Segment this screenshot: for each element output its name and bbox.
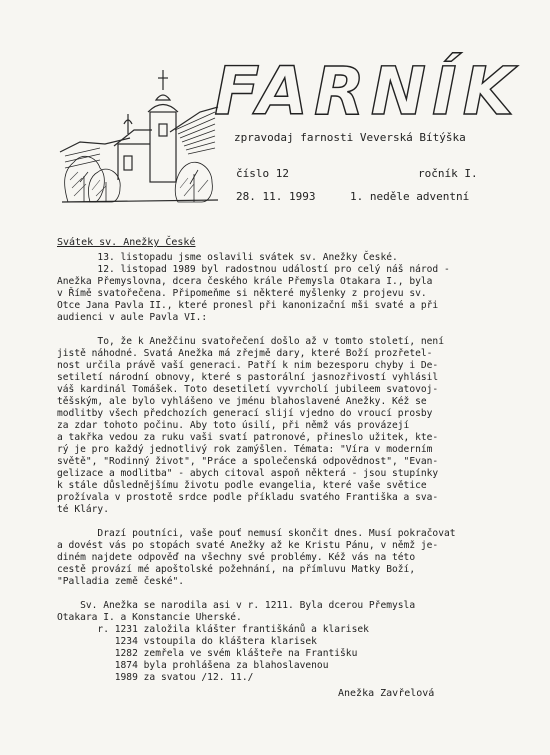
article-line: těšským, ale bylo vyhlášeno ve jménu blahoslavené Anežky. Kéž se: [57, 396, 427, 407]
article-line: 1234 vstoupila do kláštera klarisek: [57, 636, 317, 647]
article-line: gelizace a modlitba" - abych citoval aspoň některá - jsou stupínky: [57, 468, 439, 479]
article-line: audienci v aule Pavla VI.:: [57, 312, 208, 323]
masthead-subtitle: zpravodaj farnosti Veverská Bítýška: [234, 131, 466, 144]
article-line: Otce Jana Pavla II., které pronesl při kanonizační mši svaté a při: [57, 300, 439, 311]
article-line: 12. listopad 1989 byl radostnou událostí pro celý náš národ -: [57, 264, 450, 275]
issue-number: číslo 12: [236, 167, 289, 180]
issue-date: 28. 11. 1993: [236, 190, 316, 203]
article-line: rý je pro každý jednotlivý rok zamýšlen. Témata: "Víra v moderním: [57, 444, 433, 455]
svg-text:FARNÍK: FARNÍK: [214, 53, 520, 130]
church-illustration: [60, 52, 220, 214]
article-line: a takřka vedou za ruku vaši svatí patronové, přineslo užitek, kte-: [57, 432, 439, 443]
article-line: Anežka Přemyslovna, dcera českého krále Přemysla Otakara I., byla: [57, 276, 433, 287]
article-line: [57, 588, 527, 600]
author-signature: Anežka Zavřelová: [338, 688, 435, 699]
article-line: k stále důslednějšímu životu podle evangelia, které vaše světice: [57, 480, 427, 491]
liturgical-day: 1. neděle adventní: [350, 190, 470, 203]
article-line: r. 1231 založila klášter františkánů a klarisek: [57, 624, 369, 635]
article-line: v Římě svatořečena. Připomeňme si některé myšlenky z projevu sv.: [57, 288, 427, 299]
article-line: 1989 za svatou /12. 11./: [57, 672, 254, 683]
article-line: setiletí národní obnovy, které s pastorální jasnozřivostí vyhlásil: [57, 372, 439, 383]
article-line: modlitby všech předchozích generací slijí vjedno do vroucí prosby: [57, 408, 433, 419]
article-line: 1282 zemřela ve svém klášteře na Františku: [57, 648, 358, 659]
article-line: To, že k Anežčinu svatořečení došlo až v tomto století, není: [57, 336, 444, 347]
article-line: té Kláry.: [57, 504, 109, 515]
article-line: "Palladia země české".: [57, 576, 185, 587]
article-line: za zdar tohoto počinu. Aby toto úsilí, při němž vás provázejí: [57, 420, 410, 431]
article-line: diném najdete odpověď na všechny své problémy. Kéž vás na této: [57, 552, 416, 563]
article-body: [57, 252, 527, 684]
article-line: váš kardinál Tomášek. Toto desetiletí vyvrcholí jubileem svatovoj-: [57, 384, 439, 395]
article-line: Drazí poutníci, vaše pouť nemusí skončit dnes. Musí pokračovat: [57, 528, 456, 539]
volume-number: ročník I.: [418, 167, 478, 180]
article-line: 13. listopadu jsme oslavili svátek sv. Anežky České.: [57, 252, 398, 263]
article-line: 1874 byla prohlášena za blahoslavenou: [57, 660, 329, 671]
article-line: jistě náhodné. Svatá Anežka má zřejmě dary, které Boží prozřetel-: [57, 348, 433, 359]
article-line: Sv. Anežka se narodila asi v r. 1211. Byla dcerou Přemysla: [57, 600, 416, 611]
masthead-title: [214, 52, 520, 130]
article-line: světě", "Rodinný život", "Práce a společenská odpovědnost", "Evan-: [57, 456, 439, 467]
article-line: [57, 516, 527, 528]
article-line: prožívala v prostotě srdce podle příkladu svatého Františka a sva-: [57, 492, 439, 503]
article-line: Otakara I. a Konstancie Uherské.: [57, 612, 242, 623]
article-heading: Svátek sv. Anežky České: [57, 237, 196, 248]
article-line: cestě provází mé apoštolské požehnání, na přímluvu Matky Boží,: [57, 564, 416, 575]
article-line: a dovést vás po stopách svaté Anežky až ke Kristu Pánu, v němž je-: [57, 540, 439, 551]
article-line: nost určila právě vaší generaci. Patří k nim bezesporu chyby i De-: [57, 360, 439, 371]
article-line: [57, 324, 527, 336]
